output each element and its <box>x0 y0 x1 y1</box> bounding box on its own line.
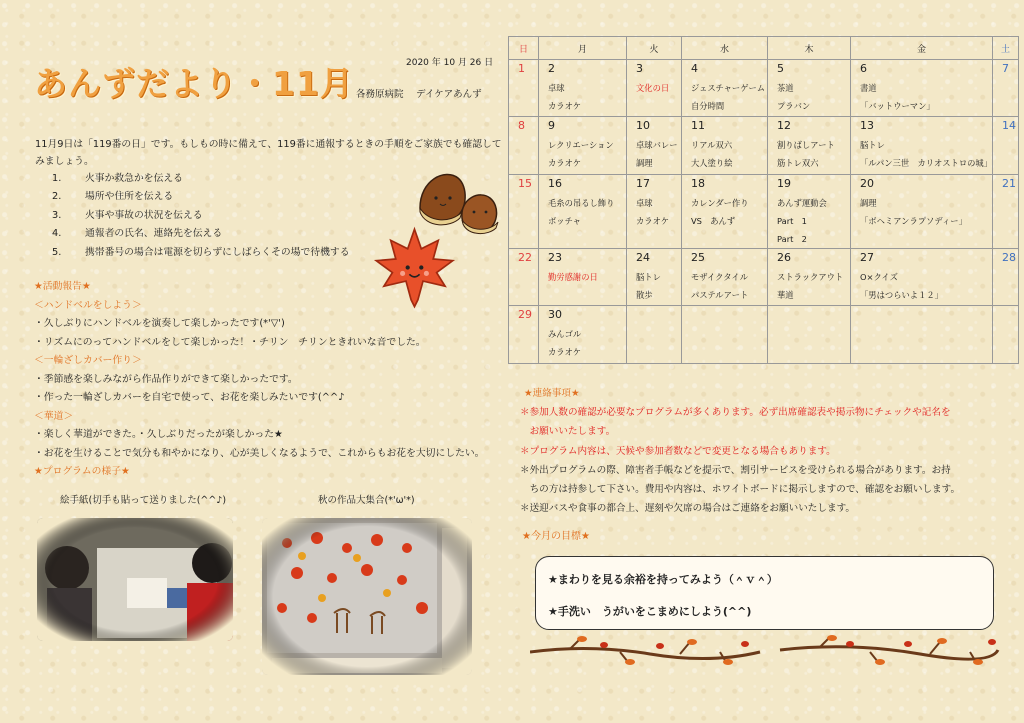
step-number: 1. <box>52 173 62 184</box>
step-number: 3. <box>52 209 62 221</box>
step-text: 火事か救急かを伝える <box>85 173 183 184</box>
calendar-day-cell <box>682 174 768 248</box>
day-activity: 散歩 <box>636 289 653 300</box>
day-activity: 脳トレ <box>860 140 885 151</box>
day-number: 27 <box>860 250 874 264</box>
calendar-week-row <box>509 60 1019 117</box>
step-text: 場所や住所を伝える <box>85 191 174 203</box>
day-activity: あんず運動会 <box>777 197 827 208</box>
step-text: 火事や事故の状況を伝える <box>85 209 203 221</box>
organization-name: 各務原病院 デイケアあんず <box>356 89 482 100</box>
day-activity: カラオケ <box>636 215 670 226</box>
calendar-day-cell <box>509 117 539 174</box>
day-number: 19 <box>777 176 791 190</box>
day-number: 10 <box>636 119 650 133</box>
day-activity: ボッチャ <box>548 215 581 226</box>
calendar-day-cell <box>627 60 682 117</box>
goals-box <box>535 556 994 630</box>
step-text: 通報者の氏名、連絡先を伝える <box>85 228 223 240</box>
day-activity: 「ボヘミアンラプソディー」 <box>860 215 967 226</box>
day-activity: 卓球 <box>548 83 565 93</box>
calendar-day-cell <box>768 248 851 305</box>
report-line: ・久しぶりにハンドベルを演奏して楽しかったです(*'▽') <box>34 318 285 329</box>
day-activity: 脳トレ <box>636 271 661 282</box>
calendar-day-cell <box>509 306 539 363</box>
weekday-header: 土 <box>993 37 1019 60</box>
calendar-day-cell <box>627 248 682 305</box>
day-number: 1 <box>518 62 525 75</box>
notice-line: ちの方は持参して下さい。費用や内容は、ホワイトボードに掲示しますので、確認をお願いします。 <box>520 484 961 496</box>
day-activity: パステルアート <box>691 289 749 300</box>
autumn-branch-decoration <box>530 630 1000 672</box>
photo-caption-letters: 絵手紙(切手も貼って送りました(^^♪) <box>60 495 227 506</box>
day-number: 3 <box>636 62 643 75</box>
step-number: 4. <box>52 228 62 240</box>
day-activity: 「ルパン三世 カリオストロの城」 <box>860 158 993 169</box>
day-activity: 毛糸の吊るし飾り <box>548 197 615 208</box>
day-number: 4 <box>691 62 698 75</box>
intro-text: 11月9日は「119番の日」です。もしもの時に備えて、119番に通報するときの手順をご家族でも確認してみましょう。 <box>35 139 502 167</box>
calendar-day-cell <box>993 60 1019 117</box>
day-number: 9 <box>548 119 555 133</box>
day-activity: Part 2 <box>777 233 807 244</box>
day-number: 14 <box>1002 119 1017 133</box>
day-number: 16 <box>548 176 562 190</box>
day-activity: カレンダー作り <box>691 197 749 208</box>
calendar-day-cell <box>768 60 851 117</box>
step-item <box>52 225 350 243</box>
day-activity: 割りばしアート <box>777 140 835 151</box>
day-number <box>627 306 681 325</box>
weekday-header: 日 <box>509 37 539 60</box>
day-activity: 華道 <box>777 289 794 300</box>
calendar-day-cell <box>627 174 682 248</box>
calendar-day-cell <box>509 60 539 117</box>
calendar-day-cell <box>993 174 1019 248</box>
day-number: 22 <box>518 250 532 264</box>
weekday-header: 火 <box>627 37 682 60</box>
step-number: 5. <box>52 246 62 258</box>
calendar-day-cell <box>682 60 768 117</box>
report-line: ・作った一輪ざしカバーを自宅で使って、お花を楽しみたいです(^^♪ <box>34 392 345 403</box>
day-activity: モザイクタイル <box>691 271 748 282</box>
day-activity: 「バットウーマン」 <box>860 101 935 111</box>
day-number: 20 <box>860 176 874 190</box>
calendar-day-cell <box>851 60 993 117</box>
calendar-day-cell <box>851 117 993 174</box>
day-number: 2 <box>548 62 555 75</box>
calendar-day-cell <box>627 306 682 363</box>
day-number: 18 <box>691 176 705 190</box>
day-activity: カラオケ <box>548 158 582 169</box>
section-title: ＜一輪ざしカバー作り＞ <box>34 355 142 366</box>
day-activity: 茶道 <box>777 83 794 93</box>
goals-heading: ★今月の目標★ <box>522 531 590 542</box>
day-number: 7 <box>1002 62 1010 75</box>
day-number: 8 <box>518 119 525 133</box>
notice-section <box>520 384 1000 518</box>
day-activity: カラオケ <box>548 347 582 358</box>
day-activity: 大人塗り絵 <box>691 158 733 169</box>
day-activity: 卓球バレー <box>636 140 678 151</box>
calendar-day-cell <box>539 306 627 363</box>
notice-heading: ★連絡事項★ <box>524 388 580 399</box>
monthly-calendar <box>508 36 1019 364</box>
calendar-day-cell <box>539 60 627 117</box>
notice-line: ＊プログラム内容は、天候や参加者数などで変更となる場合もあります。 <box>520 445 836 457</box>
photo-autumn-artwork <box>262 518 472 675</box>
step-item <box>52 170 350 188</box>
day-number: 13 <box>860 119 874 133</box>
day-number: 11 <box>691 119 705 133</box>
day-number: 25 <box>691 250 705 264</box>
calendar-day-cell <box>851 174 993 248</box>
calendar-day-cell <box>627 117 682 174</box>
report-heading: ★活動報告★ <box>34 281 91 292</box>
day-activity: 調理 <box>636 158 653 169</box>
calendar-header-row <box>509 37 1019 60</box>
calendar-day-cell <box>768 174 851 248</box>
calendar-week-row <box>509 306 1019 363</box>
day-number <box>851 306 992 325</box>
day-activity: リアル双六 <box>691 140 733 151</box>
step-item <box>52 207 350 225</box>
calendar-day-cell <box>509 174 539 248</box>
photo-caption-artwork: 秋の作品大集合(*'ω'*) <box>318 495 415 506</box>
chestnut-icon <box>420 175 465 225</box>
day-number: 29 <box>518 308 532 322</box>
calendar-day-cell <box>509 248 539 305</box>
day-activity: 文化の日 <box>636 83 670 93</box>
photo-picture-letters <box>37 518 233 641</box>
calendar-day-cell <box>539 174 627 248</box>
step-text: 携帯番号の場合は電源を切らずにしばらくその場で待機する <box>85 246 350 258</box>
day-activity: 勤労感謝の日 <box>548 271 598 282</box>
day-number: 6 <box>860 62 867 75</box>
weekday-header: 木 <box>768 37 851 60</box>
day-activity: 「男はつらいよ１２」 <box>860 289 943 300</box>
calendar-day-cell <box>768 306 851 363</box>
day-number: 24 <box>636 250 650 264</box>
day-number: 26 <box>777 250 791 264</box>
section-title: ＜ハンドベルをしよう＞ <box>34 299 142 311</box>
day-activity: ジェスチャーゲーム <box>691 83 766 93</box>
calendar-day-cell <box>682 248 768 305</box>
day-number: 30 <box>548 308 562 322</box>
chestnut-icon <box>462 195 498 234</box>
step-number: 2. <box>52 191 62 203</box>
report-line: ・楽しく華道ができた。・久しぶりだったが楽しかった★ <box>34 429 283 440</box>
day-activity: 自分時間 <box>691 101 725 111</box>
weekday-header: 水 <box>682 37 768 60</box>
calendar-day-cell <box>768 117 851 174</box>
day-number: 12 <box>777 119 791 133</box>
notice-line: ＊外出プログラムの際、障害者手帳などを提示で、割引サービスを受けられる場合があります。お持 <box>520 464 951 476</box>
calendar-day-cell <box>851 306 993 363</box>
day-number: 28 <box>1002 250 1017 264</box>
day-activity: プラバン <box>777 101 811 111</box>
report-line: ・季節感を楽しみながら作品作りができて楽しかったです。 <box>34 373 298 385</box>
day-number <box>768 306 850 325</box>
day-activity: 書道 <box>860 83 877 93</box>
step-item <box>52 188 350 206</box>
day-activity: 卓球 <box>636 197 653 208</box>
issue-date: 2020 年 10 月 26 日 <box>406 58 494 68</box>
weekday-header: 月 <box>539 37 627 60</box>
day-activity: レクリエーション <box>548 140 614 151</box>
goal-item: ★手洗い うがいをこまめにしよう(^^) <box>548 605 752 618</box>
day-activity: 筋トレ双六 <box>777 158 819 169</box>
day-activity: Part 1 <box>777 215 807 226</box>
notice-line: お願いいたします。 <box>520 426 616 438</box>
newsletter-title: あんずだより・11月 <box>34 64 354 103</box>
calendar-week-row <box>509 174 1019 248</box>
calendar-day-cell <box>993 306 1019 363</box>
calendar-day-cell <box>993 248 1019 305</box>
day-activity: カラオケ <box>548 101 582 111</box>
day-number: 17 <box>636 176 650 190</box>
day-activity: VS あんず <box>691 215 736 226</box>
program-heading: ★プログラムの様子★ <box>34 466 130 477</box>
calendar-week-row <box>509 248 1019 305</box>
day-activity: 調理 <box>860 197 877 208</box>
day-number: 5 <box>777 62 784 75</box>
calendar-day-cell <box>993 117 1019 174</box>
calendar-day-cell <box>682 117 768 174</box>
calendar-day-cell <box>851 248 993 305</box>
day-number <box>682 306 767 325</box>
goal-item: ★まわりを見る余裕を持ってみよう（＾ｖ＾） <box>548 573 778 586</box>
calendar-day-cell <box>539 248 627 305</box>
chestnut-illustration <box>410 160 505 235</box>
report-line: ・リズムにのってハンドベルをして楽しかった！・チリン チリンときれいな音でした。 <box>34 336 426 348</box>
activity-report <box>34 278 504 482</box>
day-number: 21 <box>1002 176 1017 190</box>
emergency-steps <box>52 170 350 262</box>
notice-line: ＊送迎バスや食事の都合上、遅刻や欠席の場合はご連絡をお願いいたします。 <box>520 503 856 515</box>
day-number: 15 <box>518 176 532 190</box>
day-activity: ストラックアウト <box>777 271 844 282</box>
day-number <box>993 306 1018 325</box>
report-line: ・お花を生けることで気分も和やかになり、心が美しくなるようで、これからもお花を大切にしたい。 <box>34 447 485 459</box>
day-number: 23 <box>548 250 562 264</box>
weekday-header: 金 <box>851 37 993 60</box>
day-activity: O×クイズ <box>860 271 898 282</box>
day-activity: みんゴル <box>548 329 582 340</box>
calendar-week-row <box>509 117 1019 174</box>
calendar-day-cell <box>682 306 768 363</box>
calendar-day-cell <box>539 117 627 174</box>
step-item <box>52 244 350 262</box>
notice-line: ＊参加人数の確認が必要なプログラムが多くあります。必ず出席確認表や掲示物にチェックや記名を <box>520 407 951 419</box>
section-title: ＜華道＞ <box>34 410 74 422</box>
